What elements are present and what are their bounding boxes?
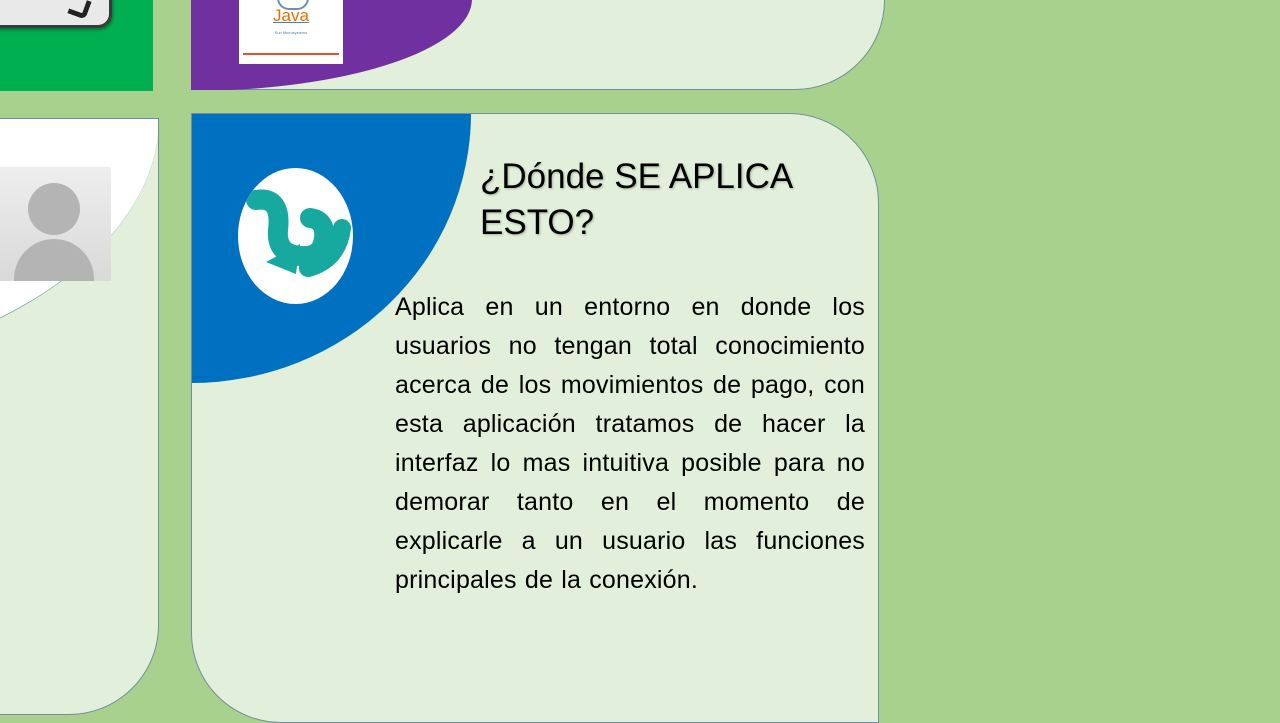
left-card — [0, 118, 159, 715]
curved-arrow-app-icon — [238, 168, 353, 304]
java-logo-subtitle: Sun Microsystems — [274, 30, 308, 35]
user-avatar-icon — [0, 167, 111, 281]
main-card — [191, 113, 879, 723]
java-logo-word: Java — [273, 6, 309, 25]
section-body: Aplica en un entorno en donde los usuarios no tengan total conocimiento acerca de los movimientos de pago, con esta aplicación tratamos de hacer la interfaz lo mas intuitiva posible para no demorar tanto en el momento de explicarle a un usuario las funciones principales de la conexión. — [395, 293, 865, 594]
section-title: ¿Dónde SE APLICA ESTO? — [480, 157, 792, 242]
java-logo-line — [243, 53, 339, 55]
keyboard-key-icon — [0, 0, 112, 28]
top-card — [191, 0, 885, 90]
java-logo — [239, 0, 343, 64]
green-tile — [0, 0, 153, 91]
